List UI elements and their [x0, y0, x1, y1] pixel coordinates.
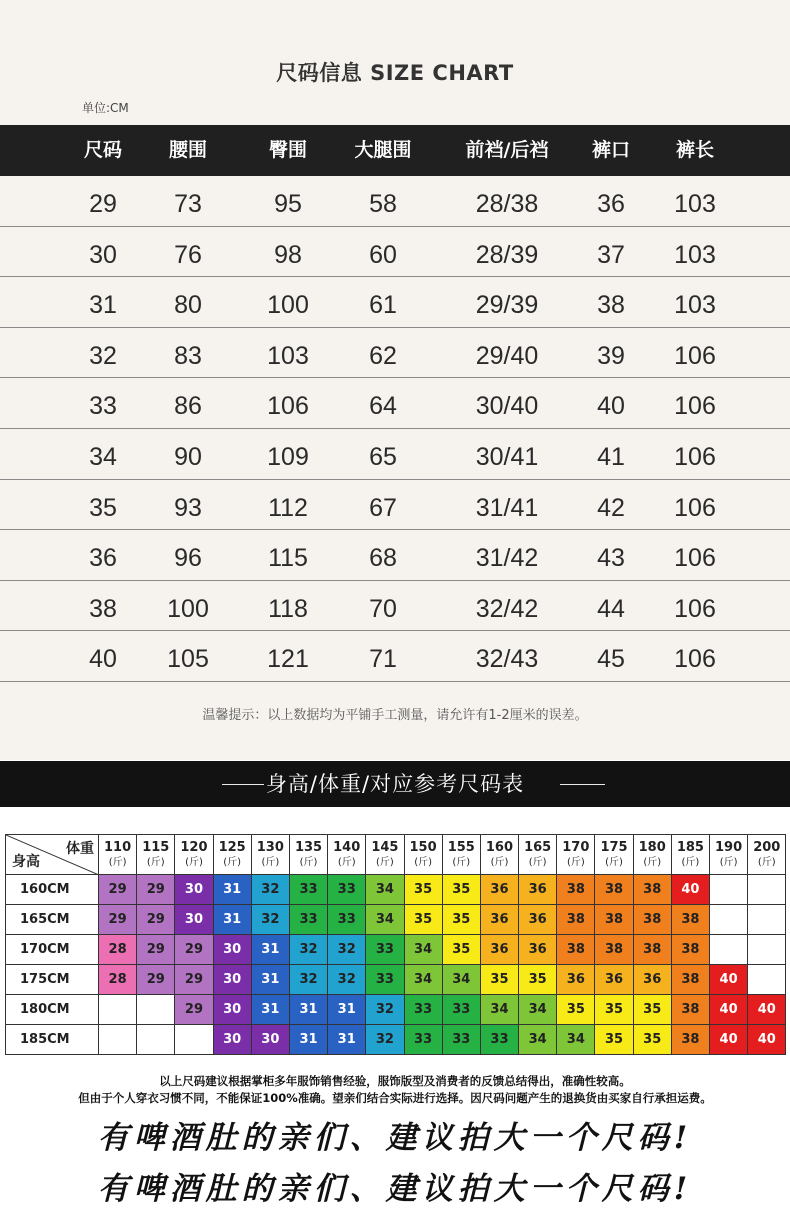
- table-cell: 106: [674, 493, 716, 522]
- empty-cell: [748, 935, 786, 965]
- size-cell: 36: [557, 965, 595, 995]
- size-cell: 36: [519, 935, 557, 965]
- table-cell: 96: [174, 544, 202, 573]
- size-cell: 40: [710, 965, 748, 995]
- table-cell: 112: [268, 493, 308, 522]
- weight-header-cell: [213, 835, 251, 875]
- size-cell: 33: [480, 1025, 518, 1055]
- table-row: [0, 328, 790, 379]
- weight-header-cell: [480, 835, 518, 875]
- table-cell: 71: [369, 645, 397, 674]
- table-row: [0, 429, 790, 480]
- weight-unit: (斤): [452, 856, 471, 868]
- size-cell: 33: [328, 875, 366, 905]
- slogan-line-2: 有啤酒肚的亲们、建议拍大一个尺码!: [97, 1171, 693, 1207]
- empty-cell: [748, 905, 786, 935]
- height-weight-grid: [5, 834, 786, 1055]
- weight-value: 140: [333, 839, 361, 855]
- grid-row: [6, 1025, 786, 1055]
- size-cell: 34: [519, 995, 557, 1025]
- header-cell: 尺码: [83, 139, 123, 161]
- table-cell: 31/42: [475, 544, 539, 573]
- table-cell: 106: [674, 544, 716, 573]
- table-cell: 31/41: [475, 493, 539, 522]
- size-cell: 29: [175, 965, 213, 995]
- weight-header-cell: [671, 835, 709, 875]
- weight-header-cell: [442, 835, 480, 875]
- table-cell: 118: [268, 594, 308, 623]
- table-row: [0, 480, 790, 531]
- unit-label: 单位:CM: [82, 101, 129, 115]
- empty-cell: [99, 995, 137, 1025]
- table-cell: 65: [369, 442, 397, 471]
- footnote-line-1: 以上尺码建议根据掌柜多年服饰销售经验，服饰版型及消费者的反馈总结得出，准确性较高。: [159, 1074, 631, 1088]
- size-cell: 30: [213, 935, 251, 965]
- size-cell: 29: [137, 905, 175, 935]
- size-cell: 33: [289, 905, 327, 935]
- size-cell: 33: [366, 965, 404, 995]
- size-cell: 29: [99, 905, 137, 935]
- size-cell: 40: [748, 1025, 786, 1055]
- size-cell: 35: [633, 995, 671, 1025]
- size-cell: 38: [595, 875, 633, 905]
- weight-unit: (斤): [146, 856, 165, 868]
- table-cell: 32: [89, 341, 117, 370]
- table-cell: 29: [89, 190, 117, 218]
- measurement-note: 温馨提示：以上数据均为平铺手工测量，请允许有1-2厘米的误差。: [202, 708, 588, 723]
- weight-header-cell: [251, 835, 289, 875]
- size-cell: 35: [480, 965, 518, 995]
- weight-unit: (斤): [185, 856, 203, 868]
- grid-row: [6, 965, 786, 995]
- table-cell: 40: [89, 645, 117, 674]
- size-cell: 33: [404, 995, 442, 1025]
- weight-value: 125: [218, 839, 246, 855]
- size-cell: 33: [404, 1025, 442, 1055]
- header-cell: 裤口: [591, 139, 631, 161]
- table-cell: 95: [274, 190, 302, 218]
- weight-header-cell: [328, 835, 366, 875]
- footnote-line-2: 但由于个人穿衣习惯不同，不能保证100%准确。望亲们结合实际进行选择。因尺码问题产生的退换货由买家自行承担运费。: [78, 1091, 712, 1105]
- weight-unit: (斤): [261, 856, 280, 868]
- table-row: [0, 581, 790, 632]
- size-chart-header: [0, 125, 790, 176]
- table-row: [0, 530, 790, 581]
- size-cell: 36: [480, 875, 518, 905]
- header-cell: 臀围: [268, 139, 308, 161]
- table-cell: 45: [597, 645, 625, 674]
- table-cell: 32/43: [475, 645, 539, 674]
- size-cell: 38: [671, 905, 709, 935]
- size-cell: 29: [175, 935, 213, 965]
- table-cell: 80: [174, 291, 202, 320]
- table-cell: 28/39: [475, 240, 539, 269]
- weight-value: 200: [753, 839, 781, 855]
- table-cell: 35: [89, 493, 117, 522]
- weight-value: 170: [562, 839, 590, 855]
- size-cell: 38: [557, 875, 595, 905]
- weight-value: 175: [600, 839, 628, 855]
- size-cell: 31: [251, 995, 289, 1025]
- size-cell: 34: [366, 875, 404, 905]
- table-cell: 100: [167, 594, 209, 623]
- size-cell: 29: [175, 995, 213, 1025]
- size-cell: 32: [289, 965, 327, 995]
- size-cell: 36: [480, 905, 518, 935]
- size-cell: 30: [213, 995, 251, 1025]
- size-cell: 31: [328, 995, 366, 1025]
- empty-cell: [748, 965, 786, 995]
- header-cell: 裤长: [675, 139, 715, 161]
- size-cell: 34: [442, 965, 480, 995]
- table-cell: 30: [89, 240, 117, 269]
- size-cell: 32: [328, 935, 366, 965]
- size-cell: 32: [289, 935, 327, 965]
- size-cell: 36: [519, 875, 557, 905]
- table-cell: 39: [597, 341, 625, 370]
- size-cell: 34: [404, 935, 442, 965]
- grid-corner: [6, 835, 99, 875]
- table-row: [0, 176, 790, 227]
- weight-unit: (斤): [757, 856, 776, 868]
- table-cell: 44: [597, 594, 625, 623]
- table-cell: 64: [369, 392, 397, 421]
- size-cell: 28: [99, 935, 137, 965]
- size-cell: 35: [595, 995, 633, 1025]
- table-cell: 106: [674, 645, 716, 674]
- size-cell: 36: [633, 965, 671, 995]
- table-cell: 28/38: [475, 190, 539, 218]
- table-cell: 43: [597, 544, 625, 573]
- size-cell: 33: [328, 905, 366, 935]
- table-cell: 103: [674, 190, 716, 218]
- size-cell: 35: [557, 995, 595, 1025]
- weight-unit: (斤): [719, 856, 738, 868]
- table-cell: 103: [267, 341, 309, 370]
- weight-value: 165: [524, 839, 552, 855]
- table-row: [0, 378, 790, 429]
- weight-unit: (斤): [223, 856, 242, 868]
- size-cell: 33: [289, 875, 327, 905]
- size-cell: 38: [633, 935, 671, 965]
- size-cell: 34: [557, 1025, 595, 1055]
- size-cell: 31: [328, 1025, 366, 1055]
- size-cell: 28: [99, 965, 137, 995]
- table-cell: 58: [369, 190, 397, 218]
- weight-axis-label: 体重: [66, 841, 94, 857]
- table-cell: 30/41: [475, 442, 539, 471]
- header-cell: 前裆/后裆: [465, 139, 549, 161]
- empty-cell: [710, 905, 748, 935]
- grid-row: [6, 995, 786, 1025]
- size-cell: 34: [404, 965, 442, 995]
- weight-unit: (斤): [376, 856, 394, 868]
- size-chart-rows: [0, 176, 790, 682]
- weight-unit: (斤): [490, 856, 509, 868]
- size-cell: 32: [251, 905, 289, 935]
- size-cell: 31: [289, 1025, 327, 1055]
- weight-value: 190: [715, 839, 743, 855]
- table-cell: 106: [674, 341, 716, 370]
- height-label: 160CM: [6, 875, 99, 905]
- size-cell: 32: [328, 965, 366, 995]
- size-cell: 38: [671, 1025, 709, 1055]
- weight-value: 155: [447, 839, 475, 855]
- weight-unit: (斤): [566, 856, 585, 868]
- empty-cell: [710, 935, 748, 965]
- empty-cell: [137, 1025, 175, 1055]
- size-cell: 30: [175, 875, 213, 905]
- banner-right-rule: [560, 784, 605, 785]
- table-cell: 38: [597, 291, 625, 320]
- weight-header-cell: [710, 835, 748, 875]
- weight-value: 160: [485, 839, 514, 855]
- size-cell: 40: [710, 1025, 748, 1055]
- size-cell: 36: [519, 905, 557, 935]
- size-cell: 35: [404, 905, 442, 935]
- weight-header-cell: [137, 835, 175, 875]
- weight-value: 145: [371, 839, 399, 855]
- weight-value: 135: [294, 839, 323, 855]
- weight-value: 150: [409, 839, 437, 855]
- table-cell: 86: [174, 392, 202, 421]
- table-row: [0, 227, 790, 278]
- table-cell: 60: [369, 240, 397, 269]
- weight-value: 130: [256, 839, 284, 855]
- table-cell: 106: [674, 594, 716, 623]
- table-cell: 68: [369, 544, 397, 573]
- empty-cell: [710, 875, 748, 905]
- table-cell: 103: [674, 291, 716, 320]
- height-label: 165CM: [6, 905, 99, 935]
- weight-value: 180: [638, 839, 666, 855]
- size-cell: 38: [557, 935, 595, 965]
- size-cell: 30: [251, 1025, 289, 1055]
- table-cell: 73: [174, 190, 202, 218]
- weight-header-cell: [289, 835, 327, 875]
- size-cell: 30: [175, 905, 213, 935]
- weight-header-cell: [633, 835, 671, 875]
- size-cell: 31: [251, 965, 289, 995]
- size-cell: 29: [137, 935, 175, 965]
- table-cell: 41: [597, 442, 625, 471]
- table-cell: 42: [597, 493, 625, 522]
- weight-unit: (斤): [337, 856, 356, 868]
- size-cell: 35: [595, 1025, 633, 1055]
- empty-cell: [99, 1025, 137, 1055]
- size-cell: 30: [213, 1025, 251, 1055]
- table-cell: 37: [597, 240, 625, 269]
- slogan-line-1: 有啤酒肚的亲们、建议拍大一个尺码!: [97, 1120, 693, 1156]
- size-cell: 38: [671, 935, 709, 965]
- table-cell: 40: [597, 392, 625, 421]
- grid-row: [6, 905, 786, 935]
- header-cell: 大腿围: [354, 139, 412, 161]
- size-cell: 36: [480, 935, 518, 965]
- reference-banner: [0, 761, 790, 807]
- weight-header-cell: [175, 835, 213, 875]
- size-cell: 38: [595, 905, 633, 935]
- height-label: 185CM: [6, 1025, 99, 1055]
- weight-unit: (斤): [414, 856, 432, 868]
- size-cell: 35: [442, 875, 480, 905]
- weight-header-cell: [557, 835, 595, 875]
- size-cell: 34: [480, 995, 518, 1025]
- weight-unit: (斤): [299, 856, 318, 868]
- size-cell: 33: [442, 1025, 480, 1055]
- size-cell: 35: [442, 935, 480, 965]
- table-cell: 115: [268, 544, 308, 573]
- size-cell: 30: [213, 965, 251, 995]
- size-cell: 35: [633, 1025, 671, 1055]
- size-cell: 38: [633, 905, 671, 935]
- size-cell: 31: [251, 935, 289, 965]
- weight-value: 110: [104, 839, 132, 855]
- table-row: [0, 277, 790, 328]
- weight-unit: (斤): [643, 856, 662, 868]
- empty-cell: [137, 995, 175, 1025]
- table-cell: 36: [89, 544, 117, 573]
- size-cell: 36: [595, 965, 633, 995]
- table-cell: 38: [89, 594, 117, 623]
- table-cell: 105: [167, 645, 209, 674]
- table-cell: 29/39: [475, 291, 539, 320]
- table-cell: 106: [674, 442, 716, 471]
- table-cell: 106: [267, 392, 309, 421]
- size-cell: 31: [213, 875, 251, 905]
- table-cell: 109: [267, 442, 309, 471]
- size-cell: 31: [213, 905, 251, 935]
- size-cell: 40: [748, 995, 786, 1025]
- table-cell: 93: [174, 493, 202, 522]
- weight-header-cell: [519, 835, 557, 875]
- height-axis-label: 身高: [12, 854, 40, 870]
- size-cell: 29: [137, 965, 175, 995]
- size-chart-title: 尺码信息 SIZE CHART: [276, 61, 514, 85]
- table-cell: 29/40: [475, 341, 539, 370]
- table-cell: 31: [89, 291, 117, 320]
- size-cell: 34: [519, 1025, 557, 1055]
- table-cell: 61: [369, 291, 397, 320]
- table-cell: 34: [89, 442, 117, 471]
- table-cell: 106: [674, 392, 716, 421]
- size-cell: 33: [442, 995, 480, 1025]
- table-cell: 83: [174, 341, 202, 370]
- table-cell: 103: [674, 240, 716, 269]
- size-cell: 33: [366, 935, 404, 965]
- size-cell: 38: [595, 935, 633, 965]
- size-cell: 32: [251, 875, 289, 905]
- size-cell: 35: [404, 875, 442, 905]
- weight-value: 115: [142, 839, 170, 855]
- weight-value: 185: [676, 839, 704, 855]
- table-cell: 33: [89, 392, 117, 421]
- grid-row: [6, 875, 786, 905]
- size-cell: 31: [289, 995, 327, 1025]
- weight-header-cell: [404, 835, 442, 875]
- table-cell: 70: [369, 594, 397, 623]
- size-cell: 40: [671, 875, 709, 905]
- table-cell: 90: [174, 442, 202, 471]
- weight-header-cell: [99, 835, 137, 875]
- table-cell: 32/42: [475, 594, 539, 623]
- height-label: 180CM: [6, 995, 99, 1025]
- table-cell: 30/40: [475, 392, 539, 421]
- size-cell: 29: [137, 875, 175, 905]
- empty-cell: [175, 1025, 213, 1055]
- size-cell: 32: [366, 995, 404, 1025]
- size-cell: 40: [710, 995, 748, 1025]
- weight-unit: (斤): [605, 856, 623, 868]
- weight-unit: (斤): [681, 856, 700, 868]
- weight-header-cell: [748, 835, 786, 875]
- height-label: 175CM: [6, 965, 99, 995]
- size-cell: 38: [671, 995, 709, 1025]
- size-cell: 38: [633, 875, 671, 905]
- size-cell: 35: [442, 905, 480, 935]
- table-cell: 67: [369, 493, 397, 522]
- weight-unit: (斤): [108, 856, 127, 868]
- size-cell: 29: [99, 875, 137, 905]
- header-cell: 腰围: [168, 139, 208, 161]
- table-cell: 121: [267, 645, 309, 674]
- size-cell: 32: [366, 1025, 404, 1055]
- table-row: [0, 631, 790, 682]
- size-cell: 38: [557, 905, 595, 935]
- weight-header-cell: [595, 835, 633, 875]
- weight-header-cell: [366, 835, 404, 875]
- size-cell: 34: [366, 905, 404, 935]
- table-cell: 98: [274, 240, 302, 269]
- height-label: 170CM: [6, 935, 99, 965]
- grid-row: [6, 935, 786, 965]
- empty-cell: [748, 875, 786, 905]
- table-cell: 62: [369, 341, 397, 370]
- weight-unit: (斤): [528, 856, 547, 868]
- reference-banner-title: 身高/体重/对应参考尺码表: [265, 772, 525, 796]
- size-cell: 38: [671, 965, 709, 995]
- weight-value: 120: [180, 839, 208, 855]
- table-cell: 100: [267, 291, 309, 320]
- table-cell: 36: [597, 190, 625, 218]
- size-cell: 35: [519, 965, 557, 995]
- table-cell: 76: [174, 240, 202, 269]
